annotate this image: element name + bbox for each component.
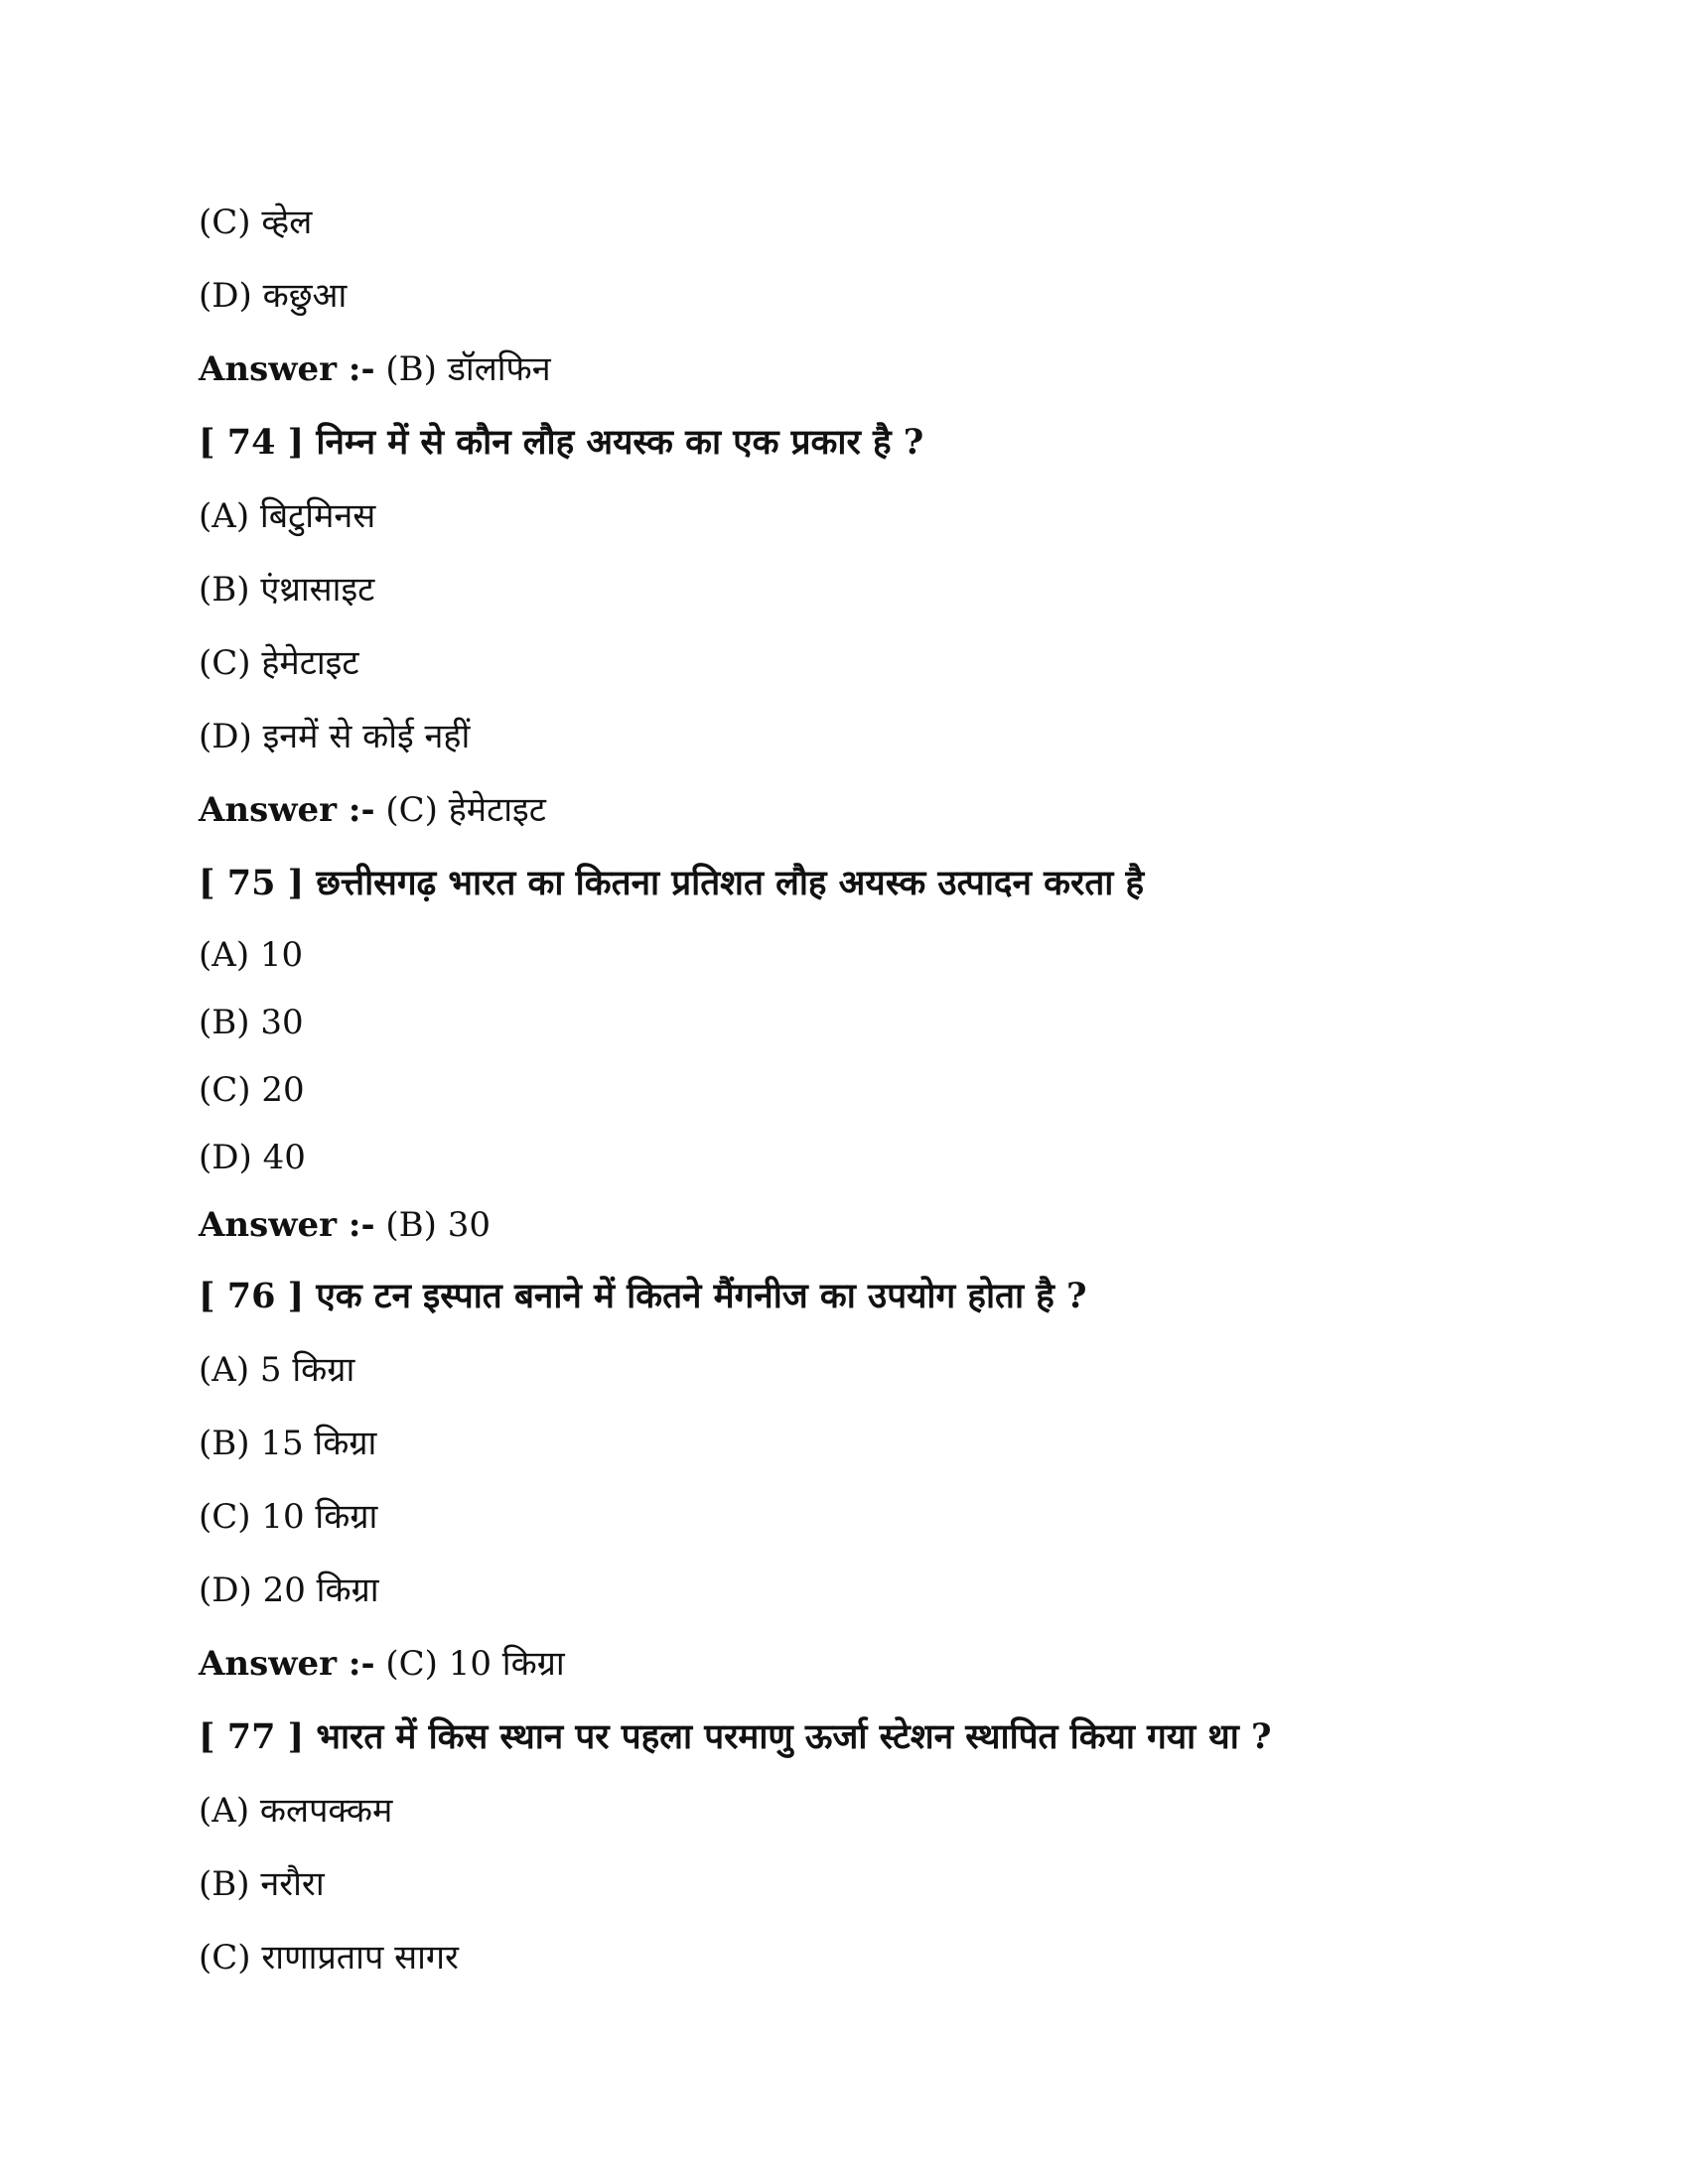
question-number: [ 74 ] (199, 422, 305, 463)
question-text: भारत में किस स्थान पर पहला परमाणु ऊर्जा स्टेशन स्थापित किया गया था ? (316, 1716, 1272, 1757)
answer-value: (B) 30 (385, 1205, 491, 1245)
option-c: (C) 20 (199, 1070, 305, 1110)
option-a: (A) बिटुमिनस (199, 496, 376, 536)
answer-label: Answer :- (199, 1644, 375, 1684)
answer-line (199, 345, 551, 393)
option-c: (C) राणाप्रताप सागर (199, 1938, 459, 1978)
answer-label: Answer :- (199, 1205, 375, 1245)
option-b: (B) एंथ्रासाइट (199, 570, 375, 610)
question-text: निम्न में से कौन लौह अयस्क का एक प्रकार है ? (316, 422, 924, 463)
option-b: (B) 15 किग्रा (199, 1424, 377, 1463)
option-d: (D) कछुआ (199, 276, 348, 316)
option-b: (B) नरौरा (199, 1864, 325, 1904)
answer-label: Answer :- (199, 349, 375, 389)
option-c: (C) हेमेटाइट (199, 643, 359, 683)
question-text: छत्तीसगढ़ भारत का कितना प्रतिशत लौह अयस्क उत्पादन करता है (316, 863, 1145, 903)
question-text: एक टन इस्पात बनाने में कितने मैंगनीज का उपयोग होता है ? (316, 1276, 1087, 1316)
option-c: (C) व्हेल (199, 203, 313, 242)
question-77 (199, 1713, 1272, 1761)
question-74 (199, 419, 923, 467)
option-a: (A) कलपक्कम (199, 1791, 393, 1831)
answer-line (199, 1640, 565, 1688)
option-d: (D) इनमें से कोई नहीं (199, 717, 471, 756)
question-number: [ 75 ] (199, 863, 305, 903)
option-d: (D) 20 किग्रा (199, 1570, 379, 1610)
option-d: (D) 40 (199, 1138, 306, 1177)
question-76 (199, 1273, 1087, 1320)
answer-line (199, 786, 546, 834)
question-75 (199, 860, 1144, 907)
answer-value: (C) 10 किग्रा (385, 1644, 565, 1684)
option-a: (A) 5 किग्रा (199, 1350, 355, 1390)
question-number: [ 76 ] (199, 1276, 305, 1316)
answer-value: (C) हेमेटाइट (385, 790, 546, 830)
option-c: (C) 10 किग्रा (199, 1497, 378, 1537)
answer-line (199, 1201, 491, 1249)
answer-label: Answer :- (199, 790, 375, 830)
question-number: [ 77 ] (199, 1716, 305, 1757)
option-b: (B) 30 (199, 1003, 304, 1042)
answer-value: (B) डॉलफिन (385, 349, 551, 389)
option-a: (A) 10 (199, 935, 304, 975)
